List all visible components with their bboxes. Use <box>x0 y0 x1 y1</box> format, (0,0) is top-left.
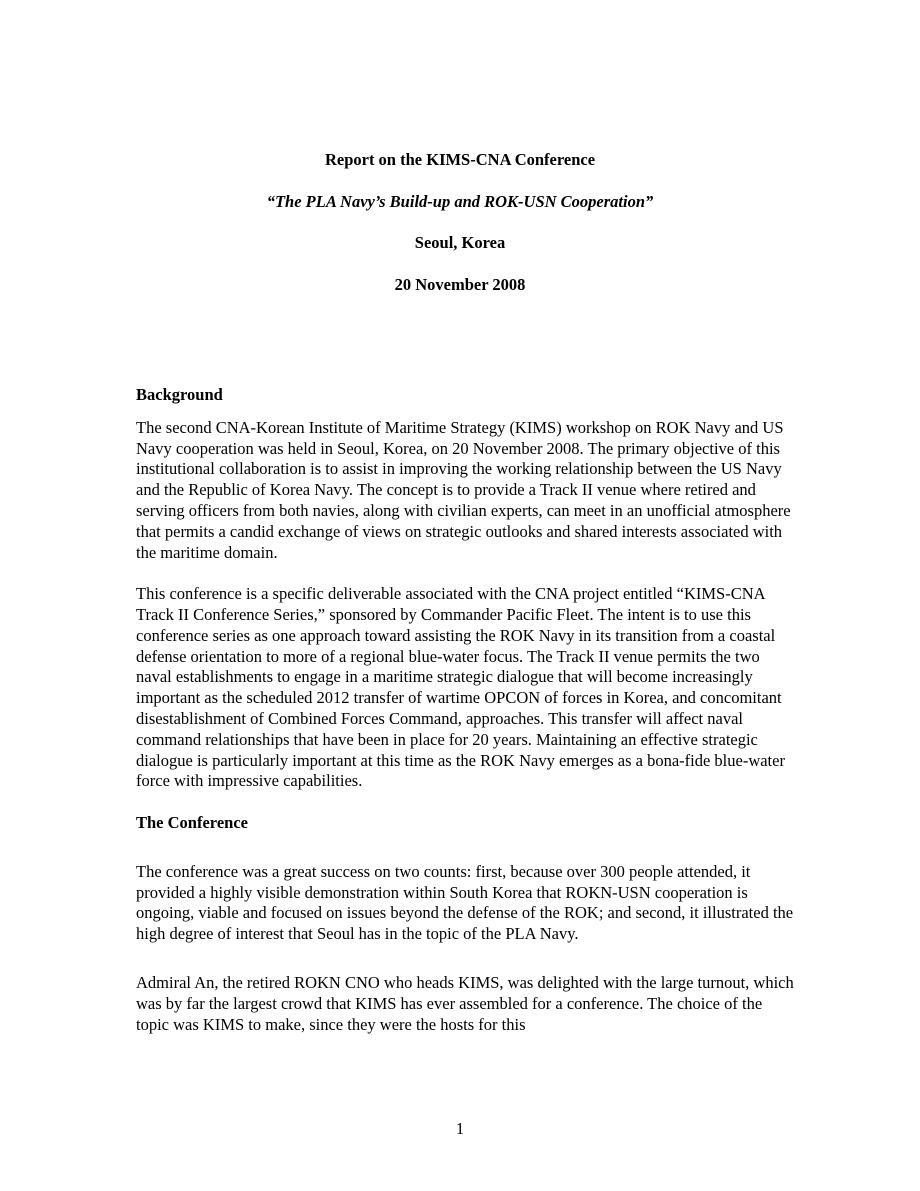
page-number: 1 <box>455 1119 465 1138</box>
document-body <box>136 385 796 1035</box>
background-paragraph-2: This conference is a specific deliverable associated with the CNA project entitled “KIMS-CNA Track II Conference Series,” sponsored by Commander Pacific Fleet. The intent is to use this conference series as one approach toward assisting the ROK Navy in its transition from a coastal defense orientation to more of a regional blue-water focus. The Track II venue permits the two naval establishments to engage in a maritime strategic dialogue that will become increasingly important as the scheduled 2012 transfer of wartime OPCON of forces in Korea, and concomitant disestablishment of Combined Forces Command, approaches. This transfer will affect naval command relationships that have been in place for 20 years. Maintaining an effective strategic dialogue is particularly important at this time as the ROK Navy emerges as a bona-fide blue-water force with impressive capabilities. <box>136 584 785 791</box>
background-paragraph-1: The second CNA-Korean Institute of Maritime Strategy (KIMS) workshop on ROK Navy and US Navy cooperation was held in Seoul, Korea, on 20 November 2008. The primary objective of this institutional collaboration is to assist in improving the working relationship between the US Navy and the Republic of Korea Navy. The concept is to provide a Track II venue where retired and serving officers from both navies, along with civilian experts, can meet in an unofficial atmosphere that permits a candid exchange of views on strategic outlooks and shared interests associated with the maritime domain. <box>136 417 791 562</box>
conference-paragraph-1: The conference was a great success on two counts: first, because over 300 people attended, it provided a highly visible demonstration within South Korea that ROKN-USN cooperation is ongoing, viable and focused on issues beyond the defense of the ROK; and second, it illustrated the high degree of interest that Seoul has in the topic of the PLA Navy. <box>136 861 794 944</box>
report-location: Seoul, Korea <box>414 233 506 252</box>
report-subtitle: “The PLA Navy’s Build-up and ROK-USN Cooperation” <box>266 192 654 211</box>
conference-paragraph-2: Admiral An, the retired ROKN CNO who heads KIMS, was delighted with the large turnout, which was by far the largest crowd that KIMS has ever assembled for a conference. The choice of the topic was KIMS to make, since they were the hosts for this <box>136 972 794 1034</box>
background-heading: Background <box>136 385 223 404</box>
conference-heading: The Conference <box>136 812 248 832</box>
report-title: Report on the KIMS-CNA Conference <box>324 150 596 169</box>
report-date: 20 November 2008 <box>394 275 526 294</box>
